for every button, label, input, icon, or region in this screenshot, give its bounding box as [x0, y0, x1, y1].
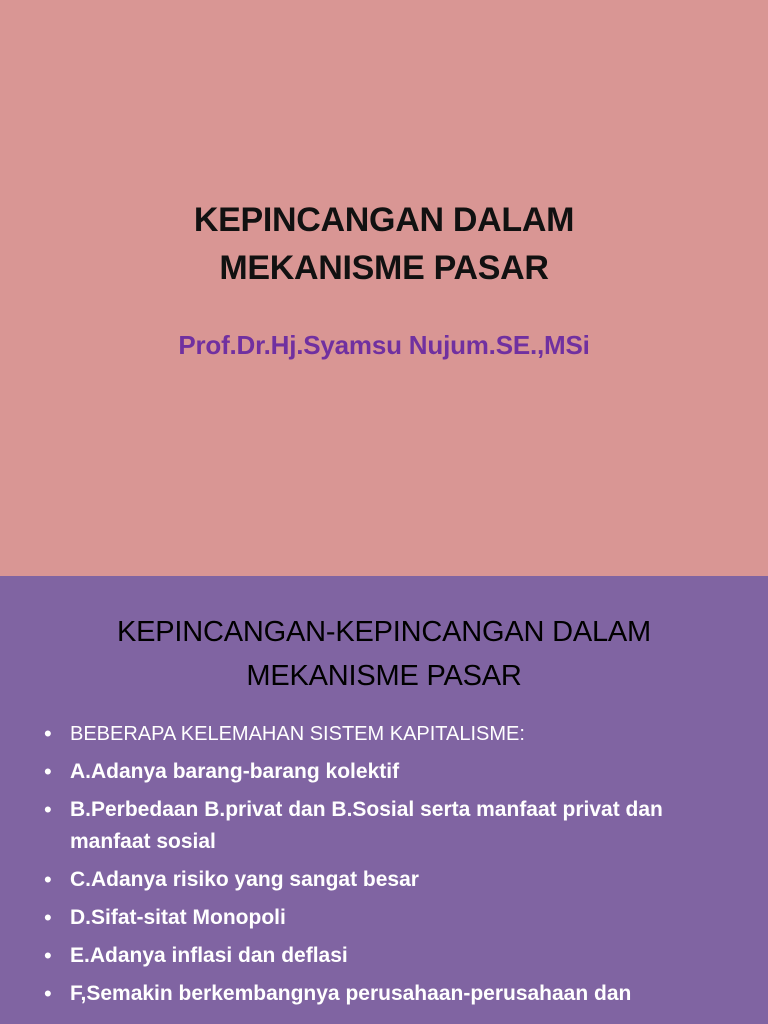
- bullet-item: [44, 864, 724, 896]
- bullet-text: C.Adanya risiko yang sangat besar: [70, 868, 419, 891]
- bullet-item: [44, 718, 724, 750]
- bullet-icon: •: [44, 943, 52, 968]
- bullet-icon: •: [44, 721, 52, 746]
- bullet-icon: •: [44, 905, 52, 930]
- bullet-icon: •: [44, 797, 52, 822]
- bullet-item: [44, 756, 724, 788]
- content-title-line-1: KEPINCANGAN-KEPINCANGAN DALAM: [116, 616, 652, 648]
- bullet-text: BEBERAPA KELEMAHAN SISTEM KAPITALISME:: [70, 723, 525, 745]
- content-title-line-2: MEKANISME PASAR: [246, 660, 522, 692]
- content-slide-title: [0, 610, 768, 698]
- bullet-item: [44, 940, 724, 972]
- bullet-text: B.Perbedaan B.privat dan B.Sosial serta manfaat privat dan manfaat sosial: [70, 798, 663, 853]
- bullet-item: [44, 794, 724, 858]
- content-slide: [0, 576, 768, 1024]
- slide-subtitle-author: Prof.Dr.Hj.Syamsu Nujum.SE.,MSi: [178, 330, 590, 360]
- slide-title-line-1: KEPINCANGAN DALAM: [193, 201, 575, 239]
- bullet-item: [44, 902, 724, 934]
- bullet-icon: •: [44, 981, 52, 1006]
- bullet-list: [44, 718, 724, 1016]
- bullet-icon: •: [44, 867, 52, 892]
- slide-title: [0, 196, 768, 292]
- bullet-item: [44, 978, 724, 1010]
- bullet-icon: •: [44, 759, 52, 784]
- bullet-text: D.Sifat-sitat Monopoli: [70, 906, 286, 929]
- slide-title-line-2: MEKANISME PASAR: [219, 249, 549, 287]
- bullet-text: A.Adanya barang-barang kolektif: [70, 760, 400, 783]
- bullet-text: E.Adanya inflasi dan deflasi: [70, 944, 348, 967]
- bullet-text: F,Semakin berkembangnya perusahaan-perusahaan dan: [70, 982, 632, 1005]
